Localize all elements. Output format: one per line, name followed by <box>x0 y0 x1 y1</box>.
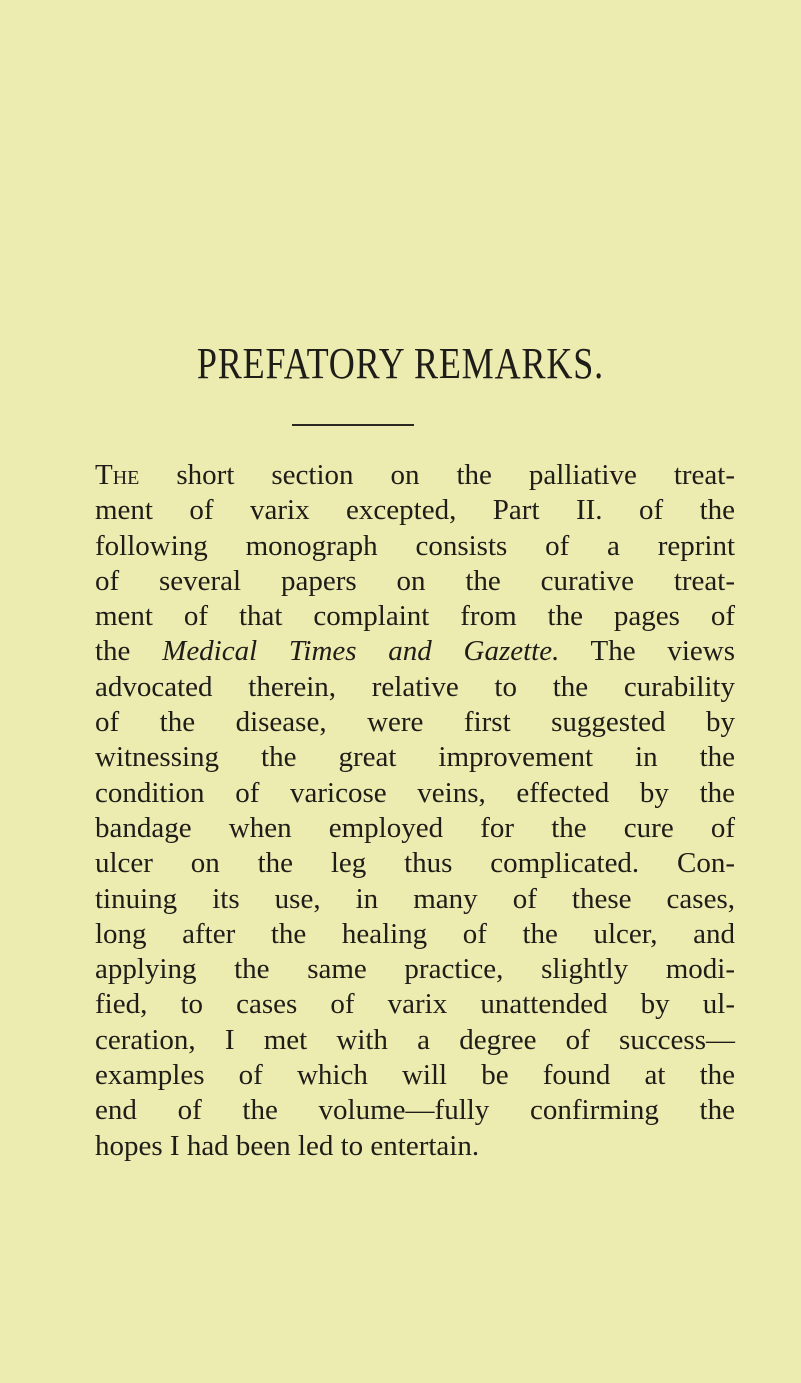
text-line-16: fied, to cases of varix unattended by ul- <box>95 988 735 1021</box>
text-line-14: long after the healing of the ulcer, and <box>95 917 735 950</box>
text-line-17: ceration, I met with a degree of success— <box>95 1023 735 1056</box>
preface-paragraph <box>95 458 735 1164</box>
text-line-10: condition of varicose veins, effected by the <box>95 776 735 809</box>
text-line-6: the Medical Times and Gazette. The views <box>95 635 735 668</box>
text-line-11: bandage when employed for the cure of <box>95 811 735 844</box>
text-line-2: ment of varix excepted, Part II. of the <box>95 494 735 527</box>
text-line-19: end of the volume—fully confirming the <box>95 1094 735 1127</box>
text-line-3: following monograph consists of a reprint <box>95 529 735 562</box>
text-line-9: witnessing the great improvement in the <box>95 741 735 774</box>
journal-title: Medical Times and Gazette. <box>162 635 560 668</box>
text-line-20: hopes I had been led to entertain. <box>95 1129 480 1162</box>
text-line-8: of the disease, were first suggested by <box>95 706 735 739</box>
text-line-5: ment of that complaint from the pages of <box>95 600 735 633</box>
title-rule <box>292 424 414 426</box>
opening-word: The <box>95 459 140 491</box>
text-line-18: examples of which will be found at the <box>95 1059 735 1092</box>
text-line-1: The short section on the palliative treat- <box>95 459 735 491</box>
text-line-13: tinuing its use, in many of these cases, <box>95 882 735 915</box>
text-line-15: applying the same practice, slightly modi- <box>95 953 735 986</box>
page-title: PREFATORY REMARKS. <box>196 339 604 388</box>
text-line-4: of several papers on the curative treat- <box>95 564 735 597</box>
text-line-12: ulcer on the leg thus complicated. Con- <box>95 847 735 880</box>
text-line-7: advocated therein, relative to the curability <box>95 670 735 703</box>
